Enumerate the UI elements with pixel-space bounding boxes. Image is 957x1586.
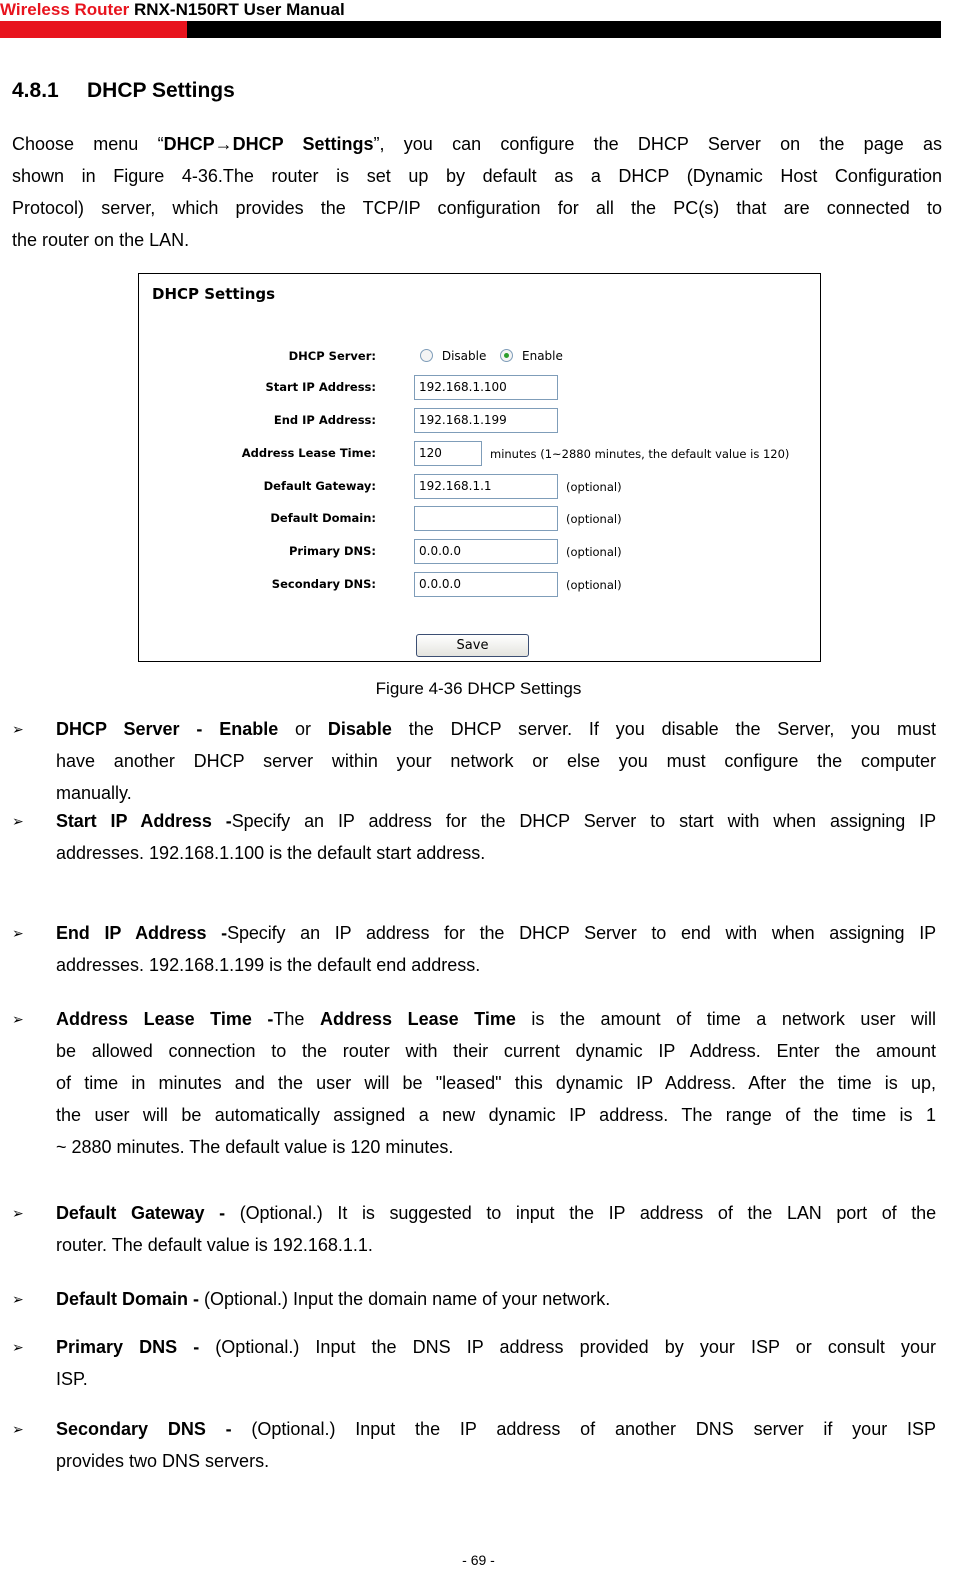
intro-line-4: the router on the LAN.	[12, 230, 190, 250]
bullet-arrow-icon: ➢	[12, 813, 24, 829]
figure-caption: Figure 4-36 DHCP Settings	[375, 679, 582, 698]
bullet-line	[56, 713, 936, 745]
bullet-line: the user will be automatically assigned a new dynamic IP address. The range of the time is 1	[56, 1105, 936, 1125]
text: (Optional.) Input the IP address of another DNS server if your ISP	[231, 1419, 937, 1439]
end-ip-row	[139, 408, 820, 435]
bullet-arrow-icon: ➢	[12, 925, 24, 941]
bullet-line: router. The default value is 192.168.1.1.	[56, 1235, 373, 1255]
start-ip-label: Start IP Address:	[265, 380, 376, 394]
term: Start IP Address -	[56, 811, 232, 831]
secondary-dns-row	[139, 572, 820, 599]
intro-line-3: Protocol) server, which provides the TCP/IP configuration for all the PC(s) that are connected to	[12, 198, 942, 218]
dhcp-settings-screenshot	[138, 273, 821, 662]
dhcp-server-label: DHCP Server:	[288, 349, 376, 363]
text: Specify an IP address for the DHCP Server to end with when assigning IP	[227, 923, 936, 943]
optional-hint: (optional)	[566, 578, 622, 592]
lease-time-input[interactable]: 120	[414, 441, 482, 466]
primary-dns-input[interactable]: 0.0.0.0	[414, 539, 558, 564]
text: (Optional.) Input the domain name of your network.	[199, 1289, 611, 1309]
secondary-dns-input[interactable]: 0.0.0.0	[414, 572, 558, 597]
bullet-arrow-icon: ➢	[12, 721, 24, 737]
bullet-arrow-icon: ➢	[12, 1205, 24, 1221]
manual-header	[0, 0, 345, 20]
header-bar-black	[187, 21, 941, 38]
bullet-dhcp-server	[12, 713, 936, 809]
term: Disable	[327, 719, 392, 739]
bullet-secondary-dns	[12, 1413, 937, 1477]
bullet-line: ~ 2880 minutes. The default value is 120 minutes.	[56, 1137, 454, 1157]
bullet-line	[56, 917, 936, 949]
text: the DHCP server. If you disable the Server, you must	[391, 719, 936, 739]
menu-arrow-icon: →	[214, 134, 233, 154]
bullet-arrow-icon: ➢	[12, 1421, 24, 1437]
dhcp-server-row	[139, 344, 820, 371]
default-domain-row	[139, 506, 820, 533]
bullet-arrow-icon: ➢	[12, 1011, 24, 1027]
text: or	[278, 719, 328, 739]
bullet-line: provides two DNS servers.	[56, 1451, 270, 1471]
disable-radio[interactable]	[420, 349, 433, 362]
bullet-default-domain	[12, 1283, 936, 1315]
lease-time-hint: minutes (1~2880 minutes, the default value is 120)	[490, 447, 790, 461]
default-domain-label: Default Domain:	[270, 511, 376, 525]
intro-text: Choose menu “	[12, 134, 164, 154]
bullet-line: addresses. 192.168.1.100 is the default start address.	[56, 843, 486, 863]
bullet-default-gateway	[12, 1197, 937, 1261]
bullet-start-ip	[12, 805, 936, 869]
bullet-line: of time in minutes and the user will be "leased" this dynamic IP Address. After the time is up,	[56, 1073, 936, 1093]
intro-line-1	[12, 128, 942, 160]
end-ip-label: End IP Address:	[273, 413, 376, 427]
text: (Optional.) Input the DNS IP address provided by your ISP or consult your	[199, 1337, 936, 1357]
primary-dns-row	[139, 539, 820, 566]
header-model-title: RNX-N150RT User Manual	[134, 0, 345, 19]
optional-hint: (optional)	[566, 545, 622, 559]
header-bar	[0, 21, 941, 38]
term: Primary DNS -	[56, 1337, 200, 1357]
dhcp-server-radio-group	[420, 348, 563, 363]
default-gateway-label: Default Gateway:	[263, 479, 376, 493]
primary-dns-label: Primary DNS:	[288, 544, 376, 558]
term: Address Lease Time -	[56, 1009, 274, 1029]
bullet-line	[56, 1331, 936, 1363]
optional-hint: (optional)	[566, 512, 622, 526]
bullet-primary-dns	[12, 1331, 936, 1395]
term: Secondary DNS -	[56, 1419, 232, 1439]
term: Address Lease Time	[320, 1009, 516, 1029]
intro-text: ”, you can configure the DHCP Server on the page as	[373, 134, 942, 154]
term: Default Domain -	[56, 1289, 200, 1309]
text: The	[273, 1009, 320, 1029]
bullet-end-ip	[12, 917, 936, 981]
end-ip-input[interactable]: 192.168.1.199	[414, 408, 558, 433]
bullet-line: have another DHCP server within your network or else you must configure the computer	[56, 751, 936, 771]
intro-line-2: shown in Figure 4-36.The router is set up by default as a DHCP (Dynamic Host Configuration	[12, 166, 942, 186]
disable-label: Disable	[441, 348, 487, 363]
save-button[interactable]: Save	[416, 634, 529, 657]
bullet-line: be allowed connection to the router with their current dynamic IP Address. Enter the amount	[56, 1041, 936, 1061]
bullet-lease-time	[12, 1003, 936, 1163]
section-heading	[12, 79, 235, 103]
bullet-arrow-icon: ➢	[12, 1339, 24, 1355]
intro-paragraph	[12, 128, 942, 256]
enable-radio[interactable]	[500, 349, 513, 362]
optional-hint: (optional)	[566, 480, 622, 494]
default-gateway-row	[139, 474, 820, 501]
secondary-dns-label: Secondary DNS:	[271, 577, 376, 591]
bullet-arrow-icon: ➢	[12, 1291, 24, 1307]
start-ip-input[interactable]: 192.168.1.100	[414, 375, 558, 400]
bullet-line	[56, 1413, 936, 1445]
bullet-line	[56, 1283, 936, 1315]
enable-label: Enable	[522, 348, 563, 363]
panel-title: DHCP Settings	[152, 285, 276, 303]
start-ip-row	[139, 375, 820, 402]
header-bar-red	[0, 21, 187, 38]
lease-time-row	[139, 441, 820, 468]
text: Specify an IP address for the DHCP Server to start with when assigning IP	[231, 811, 936, 831]
term: Default Gateway -	[56, 1203, 226, 1223]
text: (Optional.) It is suggested to input the IP address of the LAN port of the	[225, 1203, 937, 1223]
bullet-line: ISP.	[56, 1369, 88, 1389]
menu-path-dhcp-settings: DHCP Settings	[232, 134, 374, 154]
bullet-line	[56, 805, 936, 837]
bullet-line	[56, 1197, 936, 1229]
menu-path-dhcp: DHCP	[163, 134, 215, 154]
bullet-line: addresses. 192.168.1.199 is the default end address.	[56, 955, 481, 975]
bullet-line: manually.	[56, 783, 132, 803]
section-title: DHCP Settings	[87, 79, 235, 102]
bullet-line	[56, 1003, 936, 1035]
lease-time-label: Address Lease Time:	[241, 446, 376, 460]
term: End IP Address -	[56, 923, 228, 943]
term: DHCP Server - Enable	[56, 719, 279, 739]
default-gateway-input[interactable]: 192.168.1.1	[414, 474, 558, 499]
header-brand: Wireless Router	[0, 0, 130, 19]
section-number: 4.8.1	[12, 79, 59, 102]
page-number: - 69 -	[462, 1552, 495, 1568]
default-domain-input[interactable]	[414, 506, 558, 531]
text: is the amount of time a network user will	[515, 1009, 936, 1029]
